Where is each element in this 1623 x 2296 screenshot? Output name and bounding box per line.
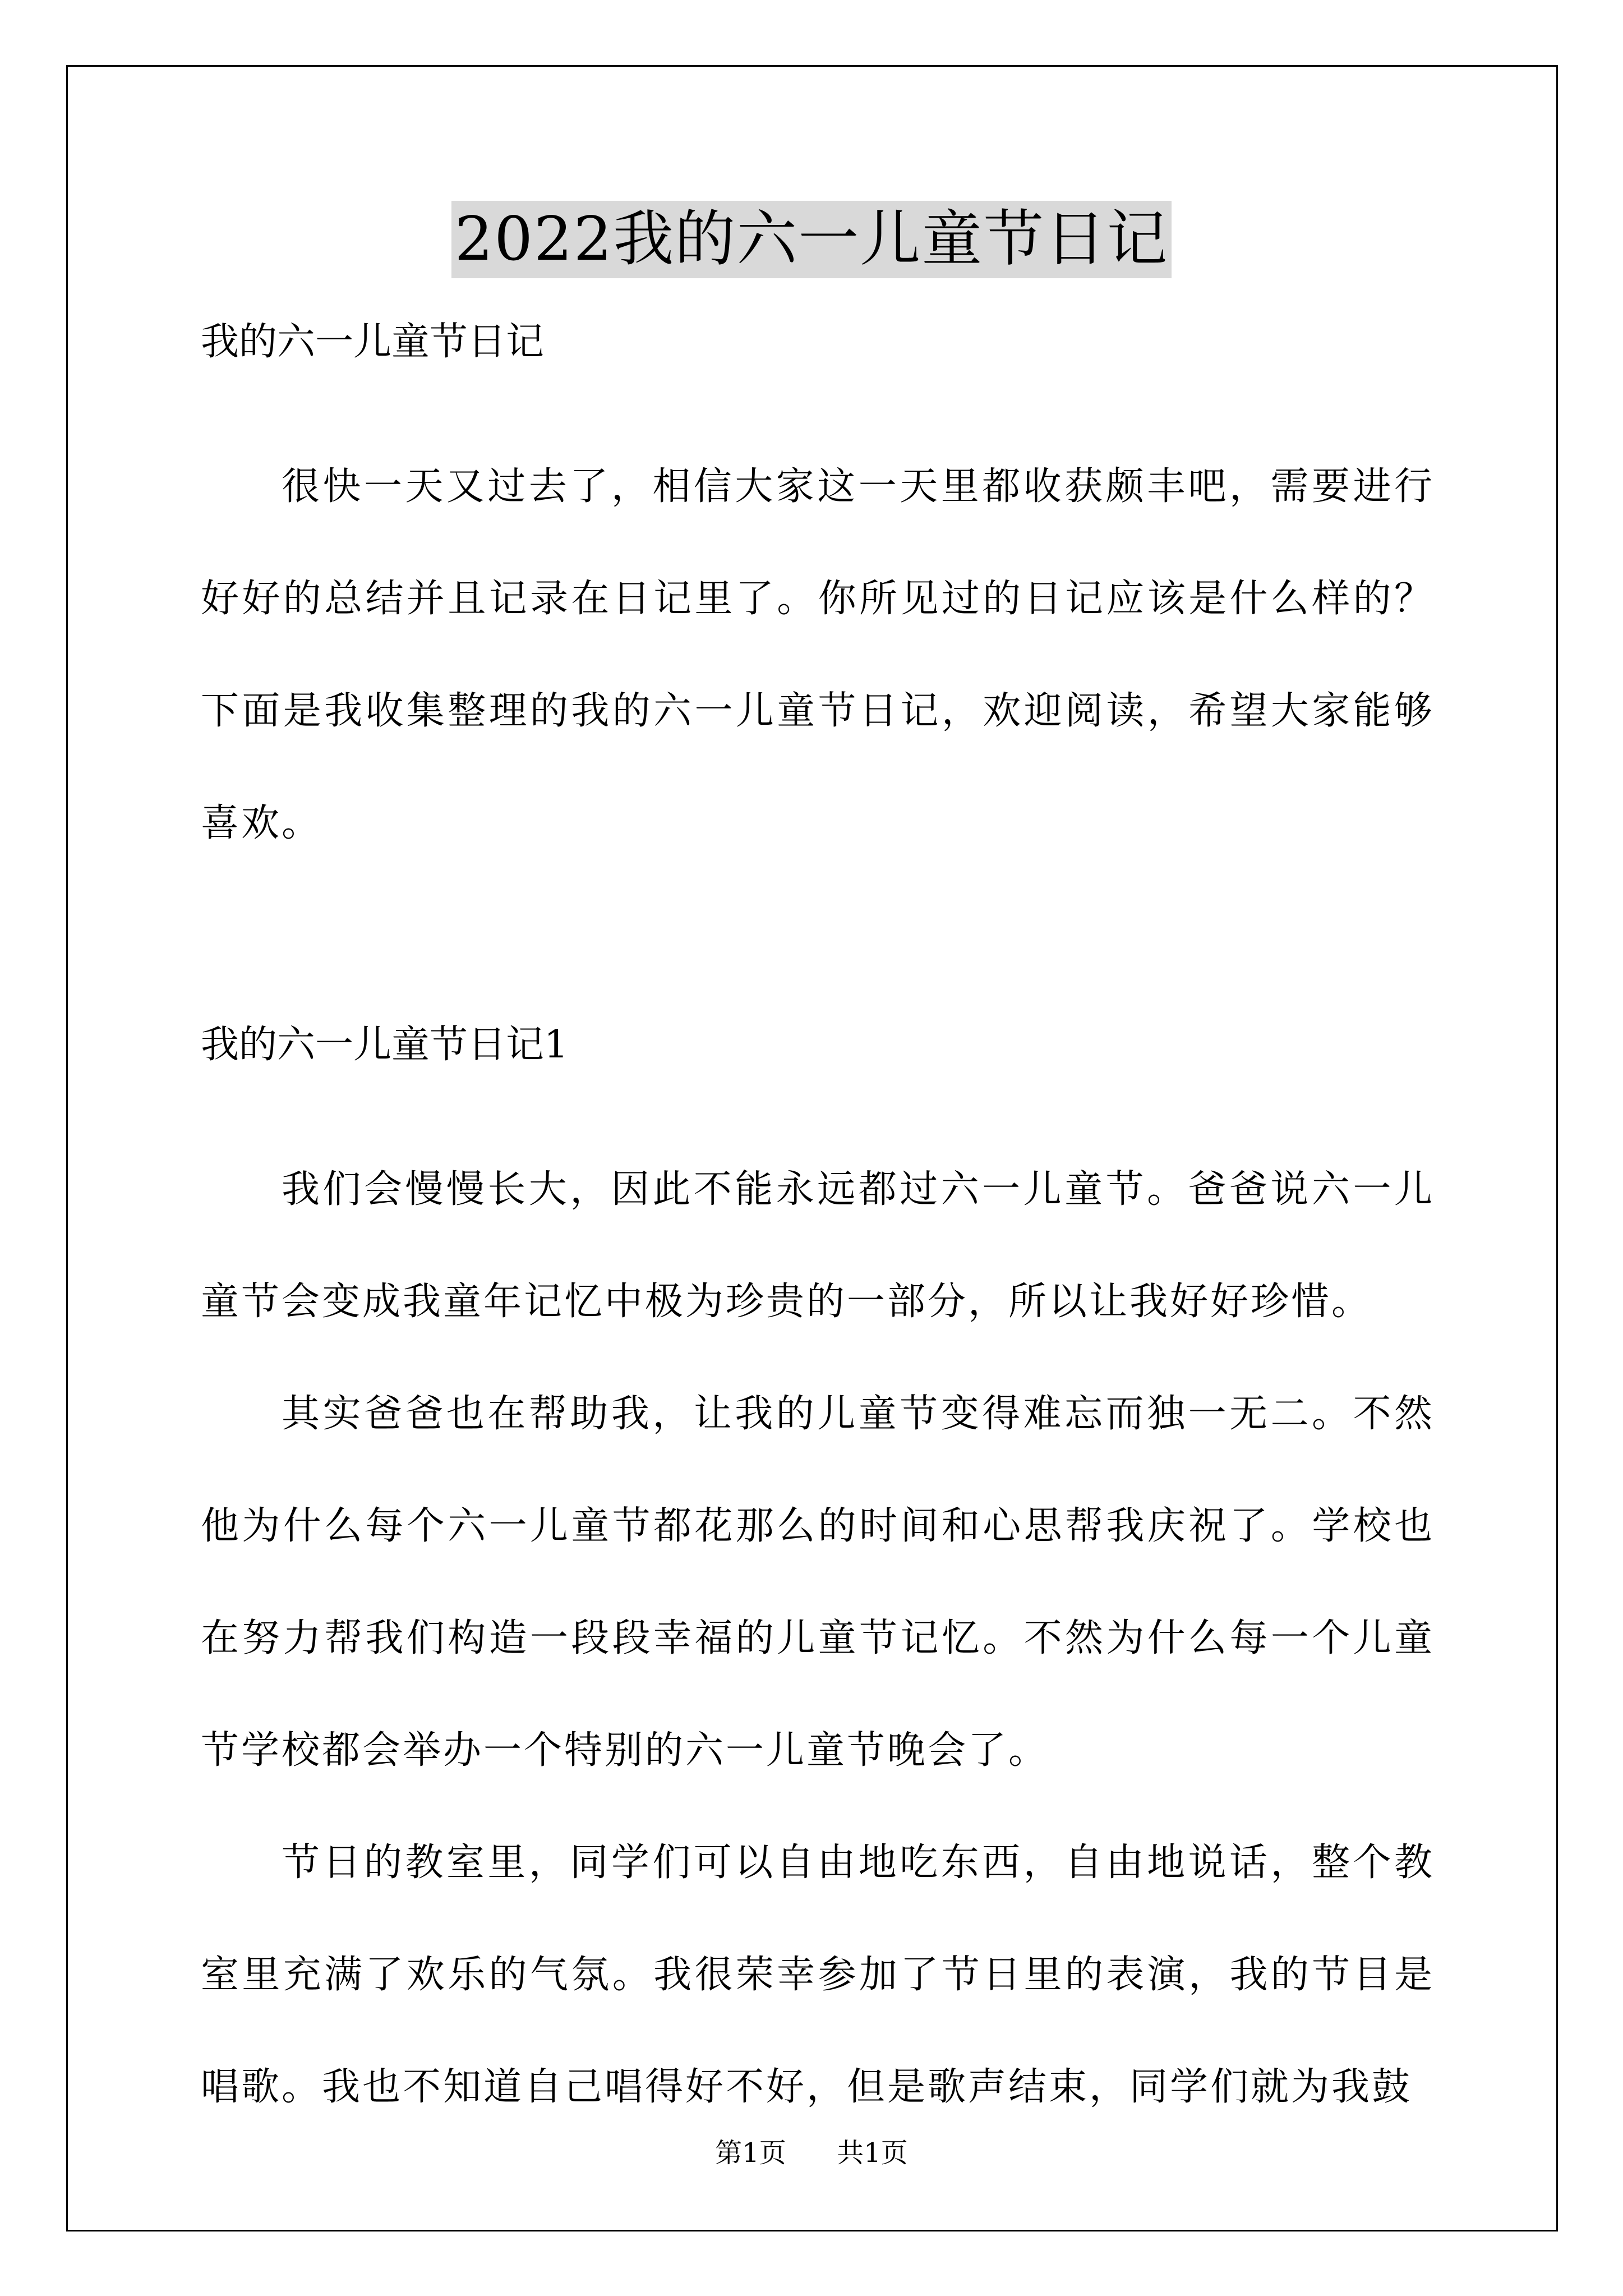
document-title: 2022我的六一儿童节日记: [451, 201, 1172, 278]
intro-paragraph: 很快一天又过去了，相信大家这一天里都收获颇丰吧，需要进行好好的总结并且记录在日记里了。你所见过的日记应该是什么样的？下面是我收集整理的我的六一儿童节日记，欢迎阅读，希望大家能够喜欢。: [201, 464, 1435, 845]
document-body: [201, 314, 1435, 2143]
title-container: [0, 201, 1623, 278]
page-number-current: 第1页: [715, 2137, 786, 2169]
page-footer: [0, 2136, 1623, 2170]
page-number-total: 共1页: [837, 2137, 908, 2169]
section-1-heading: 我的六一儿童节日记1: [201, 1023, 569, 1067]
section-1-paragraph-3: 节日的教室里，同学们可以自由地吃东西，自由地说话，整个教室里充满了欢乐的气氛。我很荣幸参加了节日里的表演，我的节目是唱歌。我也不知道自己唱得好不好，但是歌声结束，同学们就为我鼓: [201, 1841, 1435, 2109]
intro-heading: 我的六一儿童节日记: [201, 320, 545, 364]
section-1-paragraph-1: 我们会慢慢长大，因此不能永远都过六一儿童节。爸爸说六一儿童节会变成我童年记忆中极为珍贵的一部分，所以让我好好珍惜。: [201, 1167, 1435, 1324]
section-1-paragraph-2: 其实爸爸也在帮助我，让我的儿童节变得难忘而独一无二。不然他为什么每个六一儿童节都花那么的时间和心思帮我庆祝了。学校也在努力帮我们构造一段段幸福的儿童节记忆。不然为什么每一个儿童节学校都会举办一个特别的六一儿童节晚会了。: [201, 1392, 1435, 1773]
